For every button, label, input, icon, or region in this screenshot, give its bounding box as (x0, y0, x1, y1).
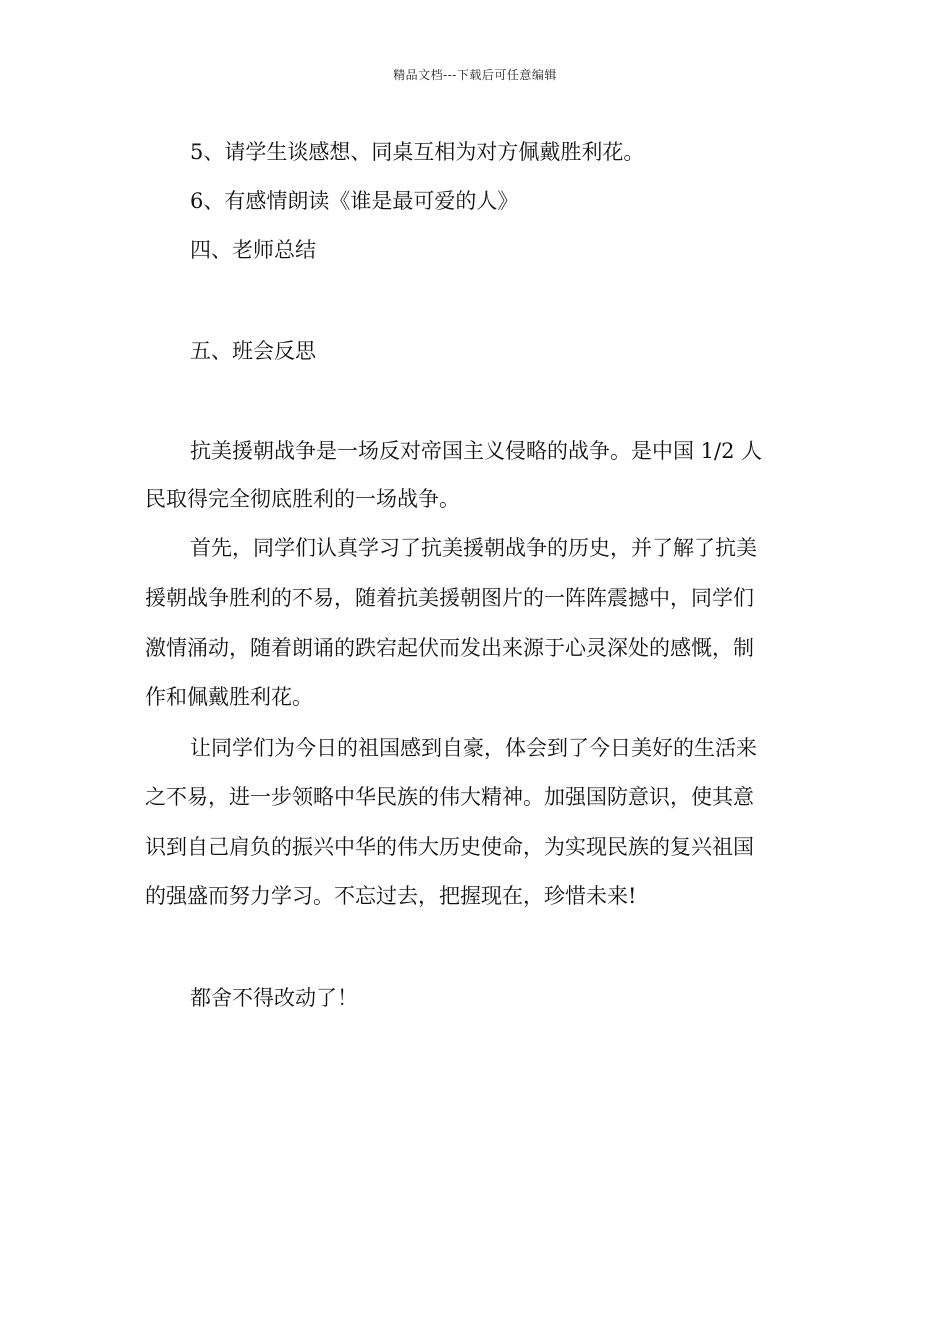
section-heading-reflection: 五、班会反思 (190, 339, 316, 363)
paragraph-3-line-4: 的强盛而努力学习。不忘过去，把握现在，珍惜未来! (145, 884, 637, 908)
paragraph-2-line-3: 激情涌动，随着朗诵的跌宕起伏而发出来源于心灵深处的感慨，制 (145, 636, 754, 660)
section-heading-summary: 四、老师总结 (190, 238, 316, 262)
paragraph-3-line-1: 让同学们为今日的祖国感到自豪，体会到了今日美好的生活来 (190, 736, 757, 760)
closing-remark: 都舍不得改动了！ (190, 986, 358, 1010)
list-item-5: 5、请学生谈感想、同桌互相为对方佩戴胜利花。 (190, 140, 645, 164)
paragraph-2-line-1: 首先，同学们认真学习了抗美援朝战争的历史，并了解了抗美 (190, 536, 757, 560)
paragraph-3-line-2: 之不易，进一步领略中华民族的伟大精神。加强国防意识，使其意 (145, 785, 754, 809)
paragraph-3-line-3: 识到自己肩负的振兴中华的伟大历史使命，为实现民族的复兴祖国 (145, 835, 754, 859)
paragraph-1-line-1: 抗美援朝战争是一场反对帝国主义侵略的战争。是中国 1/2 人 (190, 439, 763, 463)
page-header: 精品文档---下载后可任意编辑 (393, 68, 557, 82)
paragraph-2-line-2: 援朝战争胜利的不易，随着抗美援朝图片的一阵阵震撼中，同学们 (145, 586, 754, 610)
paragraph-2-line-4: 作和佩戴胜利花。 (145, 685, 313, 709)
paragraph-1-line-2: 民取得完全彻底胜利的一场战争。 (145, 487, 460, 511)
list-item-6: 6、有感情朗读《谁是最可爱的人》 (190, 189, 519, 213)
